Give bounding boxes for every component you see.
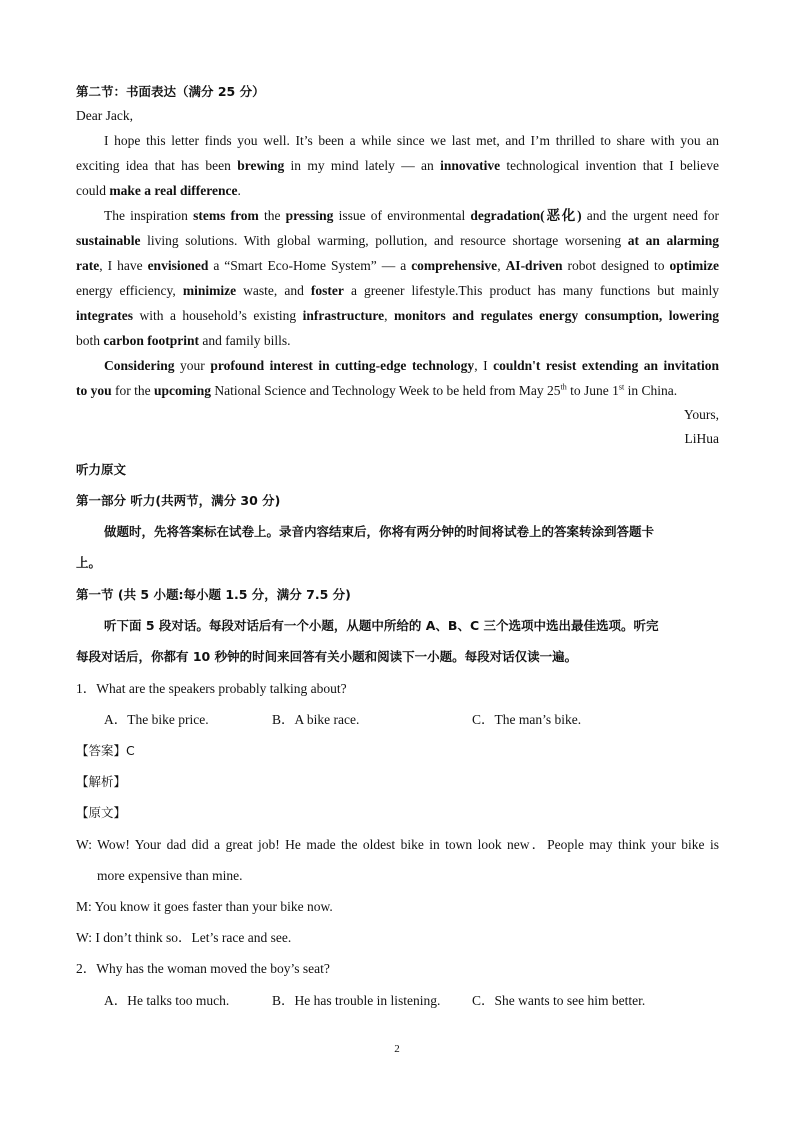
letter-closing: Yours, [683, 407, 719, 422]
instruction-line: 上。 [76, 555, 102, 570]
section1-heading: 第一节 (共 5 小题:每小题 1.5 分，满分 7.5 分) [76, 587, 351, 602]
instruction-line: 每段对话后，你都有 10 秒钟的时间来回答有关小题和阅读下一小题。每段对话仅读一遍。 [76, 649, 578, 664]
instruction-line: 听下面 5 段对话。每段对话后有一个小题，从题中所给的 A、B、C 三个选项中选出最佳选项。听完 [104, 618, 659, 633]
page-number: 2 [394, 1043, 400, 1055]
answer-label: 【答案】C [76, 743, 135, 758]
paragraph-line: energy efficiency, minimize waste, and foster a greener lifestyle.This product has many functions but mainly [76, 283, 720, 298]
paragraph-line: sustainable living solutions. With global warming, pollution, and resource shortage worsening at an alarming [76, 233, 719, 248]
paragraph-line: I hope this letter finds you well. It’s been a while since we last met, and I’m thrilled to share with you an [104, 133, 719, 148]
paragraph-line: exciting idea that has been brewing in my mind lately — an innovative technological invention that I believe [76, 158, 720, 173]
paragraph-line: to you for the upcoming National Science and Technology Week to be held from May 25th to June 1st in China. [76, 382, 678, 398]
question-1-stem: 1．What are the speakers probably talking about? [76, 681, 347, 696]
analysis-label: 【解析】 [76, 774, 127, 789]
letter-greeting: Dear Jack, [76, 108, 133, 123]
question-2-option-a: A．He talks too much. [104, 993, 230, 1008]
dialogue-line: W: Wow! Your dad did a great job! He made the oldest bike in town look new．People may think your bike is [76, 837, 719, 852]
question-2-option-c: C．She wants to see him better. [472, 993, 646, 1008]
dialogue-line: M: You know it goes faster than your bike now. [76, 899, 333, 914]
dialogue-line: W: I don’t think so．Let’s race and see. [76, 930, 292, 945]
dialogue-line: more expensive than mine. [97, 868, 243, 883]
paragraph-line: could make a real difference. [76, 183, 241, 198]
question-2-stem: 2．Why has the woman moved the boy’s seat? [76, 961, 330, 976]
instruction-line: 做题时，先将答案标在试卷上。录音内容结束后，你将有两分钟的时间将试卷上的答案转涂到答题卡 [104, 524, 655, 539]
paragraph-line: The inspiration stems from the pressing issue of environmental degradation(恶化) and the urgent need for [104, 208, 719, 223]
script-label: 【原文】 [76, 805, 127, 820]
question-1-option-b: B．A bike race. [272, 712, 360, 727]
letter-signature: LiHua [684, 431, 719, 446]
paragraph-line: both carbon footprint and family bills. [76, 333, 291, 348]
paragraph-line: Considering your profound interest in cutting-edge technology, I couldn't resist extending an invitation [104, 358, 720, 373]
paragraph-line: integrates with a household’s existing infrastructure, monitors and regulates energy consumption, lowering [76, 308, 720, 323]
question-1-option-a: A．The bike price. [104, 712, 209, 727]
part1-heading: 第一部分 听力(共两节，满分 30 分) [76, 493, 281, 508]
question-1-option-c: C．The man’s bike. [472, 712, 582, 727]
question-2-option-b: B．He has trouble in listening. [272, 993, 441, 1008]
listening-title: 听力原文 [76, 462, 127, 477]
essay-heading: 第二节：书面表达（满分 25 分） [76, 84, 265, 99]
paragraph-line: rate, I have envisioned a “Smart Eco-Home System” — a comprehensive, AI-driven robot designed to optimize [76, 258, 719, 273]
